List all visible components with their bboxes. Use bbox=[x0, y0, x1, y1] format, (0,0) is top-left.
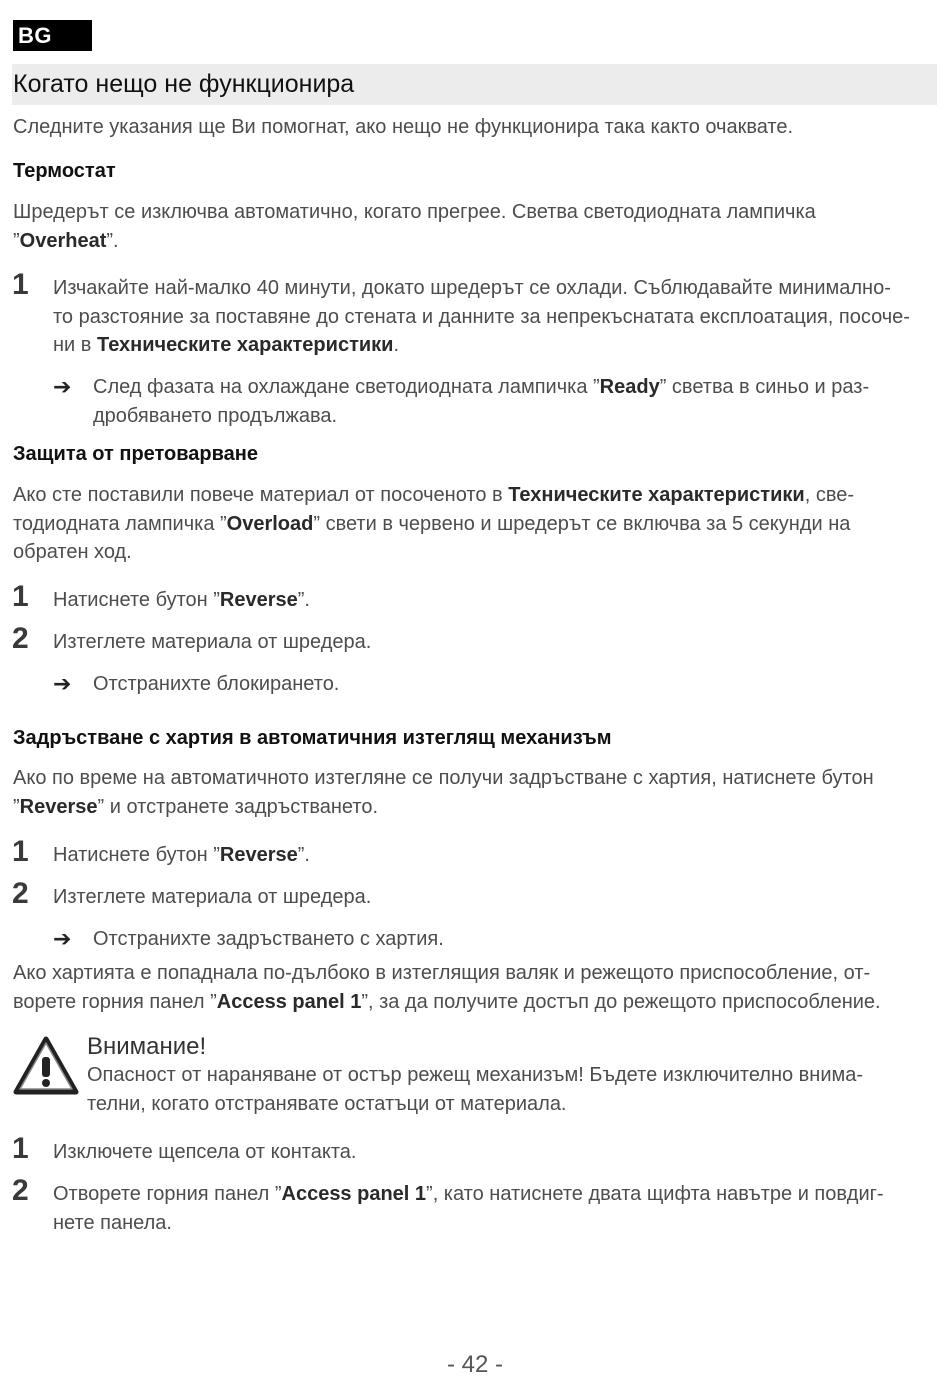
jam-paragraph-2: Ако хартията е попаднала по-дълбоко в изтеглящия валяк и режещото приспособление, от- ворете горния панел ”Access panel 1”, за да получите достъп до режещото приспособление. bbox=[13, 962, 881, 1013]
warning-title: Внимание! bbox=[87, 1033, 207, 1060]
jam-step-1: Натиснете бутон ”Reverse”. bbox=[53, 844, 310, 866]
page-title: Когато нещо не функционира bbox=[13, 70, 355, 98]
overload-result: Отстранихте блокирането. bbox=[93, 673, 340, 695]
step-number: 1 bbox=[12, 835, 29, 868]
final-step-1: Изключете щепсела от контакта. bbox=[53, 1141, 357, 1163]
language-tab: BG bbox=[13, 20, 92, 51]
overload-step-1: Натиснете бутон ”Reverse”. bbox=[53, 589, 310, 611]
thermostat-paragraph: Шредерът се изключва автоматично, когато прегрее. Светва светодиодната лампичка ”Overheat”. bbox=[13, 201, 816, 252]
overload-paragraph: Ако сте поставили повече материал от посоченото в Техническите характеристики, све- тодиодната лампичка ”Overload” свети в червено и шредерът се включва за 5 секунди на обратен ход. bbox=[13, 484, 854, 563]
intro-text: Следните указания ще Ви помогнат, ако нещо не функционира така както очаквате. bbox=[13, 116, 794, 138]
overload-heading: Защита от претоварване bbox=[13, 443, 258, 465]
page-number: - 42 - bbox=[446, 1351, 503, 1376]
jam-result: Отстранихте задръстването с хартия. bbox=[93, 928, 444, 950]
jam-paragraph: Ако по време на автоматичното изтегляне се получи задръстване с хартия, натиснете бутон ”Reverse” и отстранете задръстването. bbox=[13, 767, 874, 818]
step-number: 1 bbox=[12, 580, 29, 613]
warning-triangle-icon bbox=[12, 1035, 80, 1097]
jam-step-2: Изтеглете материала от шредера. bbox=[53, 886, 372, 908]
overload-step-2: Изтеглете материала от шредера. bbox=[53, 631, 372, 653]
warning-text: Опасност от нараняване от остър режещ механизъм! Бъдете изключително внима- телни, когато отстранявате остатъци от материала. bbox=[87, 1064, 864, 1115]
arrow-right-icon: ➔ bbox=[53, 671, 72, 696]
arrow-right-icon: ➔ bbox=[53, 926, 72, 951]
step-number: 1 bbox=[12, 1132, 29, 1165]
step-number: 1 bbox=[12, 268, 29, 301]
thermostat-result: След фазата на охлаждане светодиодната лампичка ”Ready” светва в синьо и раз- дробяването продължава. bbox=[93, 376, 870, 427]
arrow-right-icon: ➔ bbox=[53, 374, 72, 399]
step-number: 2 bbox=[12, 1174, 29, 1207]
final-step-2: Отворете горния панел ”Access panel 1”, като натиснете двата щифта навътре и повдиг- нете панела. bbox=[53, 1183, 884, 1234]
thermostat-heading: Термостат bbox=[13, 160, 116, 182]
step-number: 2 bbox=[12, 877, 29, 910]
jam-heading: Задръстване с хартия в автоматичния изтеглящ механизъм bbox=[13, 727, 612, 749]
thermostat-step-1: Изчакайте най-малко 40 минути, докато шредерът се охлади. Съблюдавайте минимално- то разстояние за поставяне до стената и данните за непрекъснатата експлоатация, посоче- ни в Техническите характеристики. bbox=[53, 277, 910, 356]
step-number: 2 bbox=[12, 622, 29, 655]
